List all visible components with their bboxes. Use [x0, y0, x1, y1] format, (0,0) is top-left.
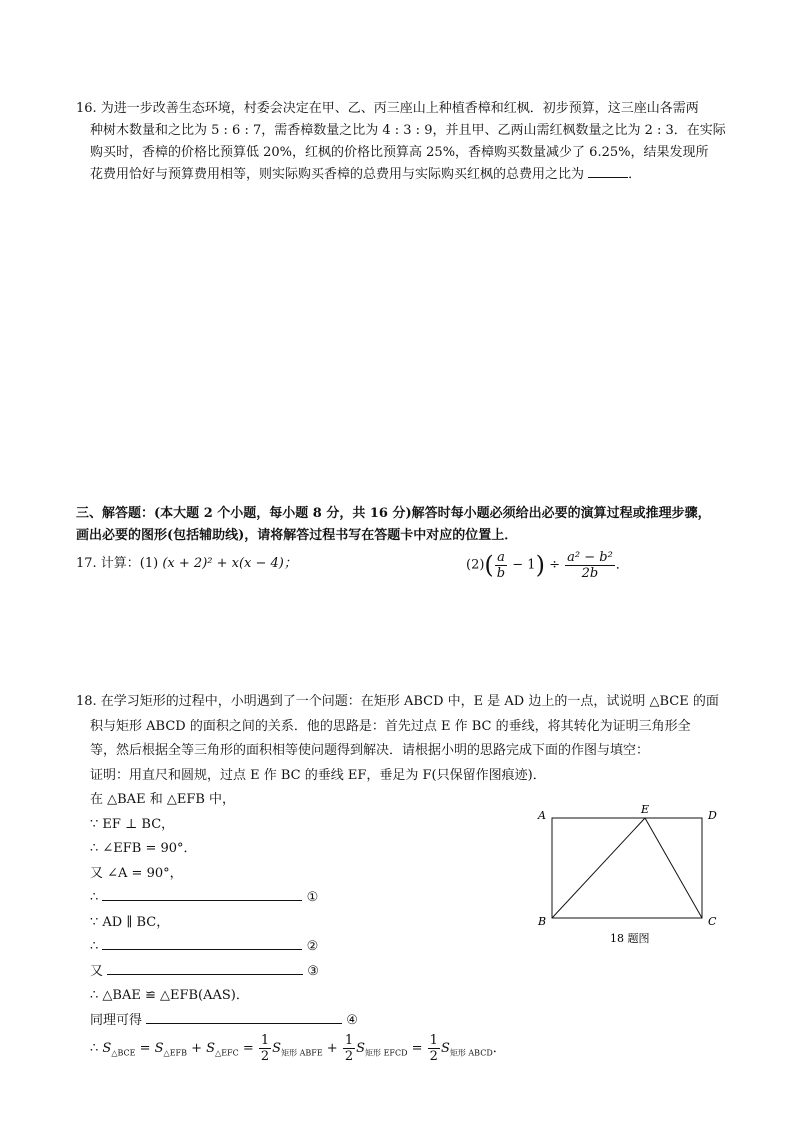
- q18-line-13: ∴ △BAE ≌ △EFB(AAS)．: [90, 988, 249, 1003]
- q18-line-2: 积与矩形 ABCD 的面积之间的关系．他的思路是：首先过点 E 作 BC 的垂线，将其转化为证明三角形全: [90, 718, 691, 734]
- q18-line-8: 又 ∠A = 90°，: [90, 865, 183, 881]
- q17-label: 17. 计算：(1): [76, 556, 163, 571]
- section-3-heading: [76, 503, 726, 547]
- point-a-label: A: [538, 809, 546, 822]
- question-16: [76, 98, 726, 186]
- q16-answer-blank[interactable]: [588, 177, 628, 178]
- section-3-rest: 解答时每小题必须给出必要的演算过程或推理步骤，: [411, 506, 711, 521]
- q18-blank-4-row: 同理可得 ④: [90, 1012, 358, 1028]
- section-3-line-1: [76, 503, 726, 525]
- q17-fraction-a-over-b: $\frac{a}{b}$: [496, 549, 506, 581]
- q16-line-3: 购买时，香樟的价格比预算低 20%，红枫的价格比预算高 25%，香樟购买数量减少了 6.25%，结果发现所: [90, 145, 709, 160]
- q18-blank-1-row: ∴ ①: [90, 890, 319, 905]
- q17-divide: ÷: [549, 557, 560, 573]
- q18-blank-3-row: 又 ③: [90, 963, 319, 979]
- q17-part-1: (x + 2)² + x(x − 4)；: [162, 556, 297, 571]
- point-c-label: C: [708, 915, 717, 928]
- q18-blank-2[interactable]: [102, 949, 302, 950]
- point-e-label: E: [641, 803, 650, 816]
- q18-line-6: ∵ EF ⊥ BC，: [90, 816, 175, 832]
- q17-minus-one: − 1: [508, 557, 536, 573]
- q18-mark-2: ②: [306, 939, 319, 954]
- segment-ce: [645, 818, 702, 918]
- section-3-prefix: 三、解答题：: [76, 506, 155, 521]
- segment-be: [552, 818, 645, 918]
- figure-caption: 18 题图: [610, 932, 650, 945]
- section-3-bold: (本大题 2 个小题，每小题 8 分，共 16 分): [154, 506, 412, 521]
- rectangle-abcd: [552, 818, 702, 918]
- q17-fraction-2: $\frac{\text{a² − b²}}{2b}$: [567, 549, 613, 581]
- q16-line-4-wrap: 花费用恰好与预算费用相等，则实际购买香樟的总费用与实际购买红枫的总费用之比为 ．: [90, 167, 642, 182]
- q18-final-equation: ∴ $S_{\triangle BCE} = S_{\triangle EFB} + S_{\triangle EFC}$ = $\frac{1}{2}$ $S_{矩形 ABFE}$ + $\frac{1}{2}$ $S_{矩形 EFCD}$ = $\frac{1}{2}$ $S_{矩形 ABCD}$．: [90, 1033, 506, 1064]
- q18-blank-4[interactable]: [146, 1023, 342, 1024]
- q18-mark-3: ③: [307, 963, 319, 979]
- section-3-line-2: 画出必要的图形(包括辅助线)，请将解答过程书写在答题卡中对应的位置上．: [76, 528, 518, 543]
- q16-line-2: 种树木数量和之比为 5 : 6 : 7，需香樟数量之比为 4 : 3 : 9，并且甲、乙两山需红枫数量之比为 2 : 3．在实际: [90, 123, 726, 138]
- q18-blank-2-row: ∴ ②: [90, 939, 319, 954]
- q16-line-4: 花费用恰好与预算费用相等，则实际购买香樟的总费用与实际购买红枫的总费用之比为: [90, 167, 585, 182]
- q18-blank-1[interactable]: [102, 900, 302, 901]
- q18-line-4: 证明：用直尺和圆规，过点 E 作 BC 的垂线 EF，垂足为 F(只保留作图痕迹)．: [90, 767, 546, 783]
- q18-line-10: ∵ AD ∥ BC，: [90, 914, 170, 930]
- q18-line-3: 等，然后根据全等三角形的面积相等使问题得到解决．请根据小明的思路完成下面的作图与填空：: [90, 743, 650, 758]
- q16-line-1: 16. 为进一步改善生态环境，村委会决定在甲、乙、丙三座山上种植香樟和红枫．初步预算，这三座山各需两: [76, 101, 699, 116]
- q18-mark-4: ④: [346, 1012, 358, 1028]
- q18-blank-3[interactable]: [107, 974, 303, 975]
- point-d-label: D: [708, 809, 717, 822]
- q18-line-7: ∴ ∠EFB = 90°．: [90, 841, 197, 856]
- q18-mark-1: ①: [306, 890, 319, 905]
- q18-line-1: 18. 在学习矩形的过程中，小明遇到了一个问题：在矩形 ABCD 中，E 是 AD 边上的一点，试说明 △BCE 的面: [76, 694, 719, 709]
- point-b-label: B: [538, 915, 547, 928]
- q17-part-2-label: (2): [466, 557, 485, 573]
- q17-part-2: (2)( $\frac{a}{b}$ − 1) ÷ $\frac{\text{a² − b²}}{2b}$ ．: [466, 549, 629, 581]
- figure-18: [530, 800, 730, 950]
- q18-line-5: 在 △BAE 和 △EFB 中，: [90, 792, 236, 807]
